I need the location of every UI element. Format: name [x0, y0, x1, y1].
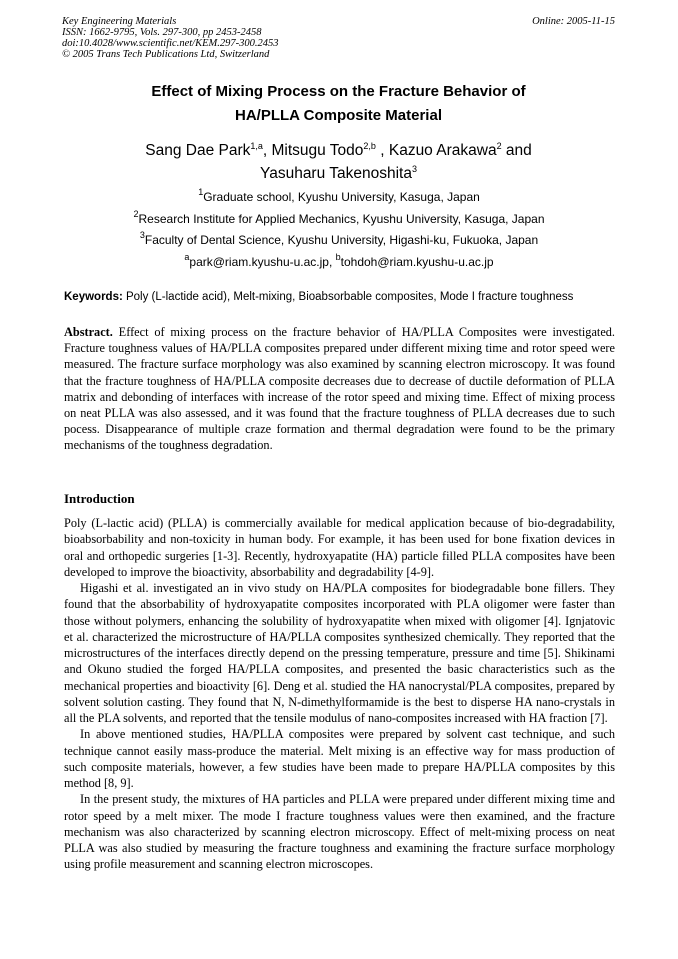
online-date: Online: 2005-11-15: [532, 16, 615, 27]
author-conjunction: and: [501, 142, 532, 159]
affiliation-superscript: 3: [139, 230, 145, 240]
email-superscript: a: [184, 251, 190, 262]
author-superscript: 2: [496, 141, 502, 151]
author-name: Yasuharu Takenoshita: [260, 165, 412, 182]
email-superscript: b: [335, 251, 341, 262]
paragraph: In above mentioned studies, HA/PLLA composites were prepared by solvent cast technique, and such technique cannot easily mass-produce the material. Melt mixing is an effective way for mass production of such composite materials, however, a few studies have been made to prepare HA/PLLA composites by this method [8, 9].: [64, 727, 615, 790]
email-address: park@riam.kyushu-u.ac.jp,: [189, 254, 336, 269]
introduction-body: [64, 515, 615, 873]
author-superscript: 3: [411, 164, 417, 174]
abstract: [64, 324, 615, 454]
author-list: [62, 139, 615, 185]
copyright-line: © 2005 Trans Tech Publications Ltd, Switzerland: [62, 49, 270, 60]
abstract-text: Effect of mixing process on the fracture behavior of HA/PLLA Composites were investigated. Fracture toughness values of HA/PLLA composites prepared under different mixing time and rotor speed were measured. The fracture surface morphology was also examined by scanning electron microscopy. It was found that the fracture toughness of HA/PLLA composite decreases due to decrease of ductile deformation of PLLA matrix and debonding of interfaces with increase of the rotor speed and mixing time. Effect of mixing process on neat PLLA was also assessed, and it was found that the fracture toughness of PLLA decreases due to such pocess. Disappearance of multiple craze formation and thermal degradation were found to be the primary mechanisms of the toughness degradation.: [64, 325, 615, 453]
affiliation-superscript: 1: [198, 187, 204, 197]
author-superscript: 2,b: [363, 141, 376, 151]
affiliation-1: [40, 187, 638, 209]
journal-name: Key Engineering Materials: [62, 16, 177, 27]
affiliation-text: Faculty of Dental Science, Kyushu University, Higashi-ku, Fukuoka, Japan: [144, 233, 539, 247]
affiliations: [40, 187, 638, 273]
email-address: tohdoh@riam.kyushu-u.ac.jp: [340, 254, 494, 269]
issn-line: ISSN: 1662-9795, Vols. 297-300, pp 2453-2458: [62, 27, 262, 38]
email-line: [40, 252, 638, 274]
author-name: Sang Dae Park: [145, 142, 251, 159]
doi-line: doi:10.4028/www.scientific.net/KEM.297-300.2453: [62, 38, 279, 49]
abstract-label: Abstract.: [64, 325, 113, 339]
author-line-1: [62, 139, 615, 162]
paragraph: Poly (L-lactic acid) (PLLA) is commercially available for medical application because of bio-degradability, bioabsorbability and non-toxicity in human body. For example, it has been used for bone fixation devices in oral and orthopedic surgeries [1-3]. Recently, hydroxyapatite (HA) particle filled PLLA composites have been developed to improve the bioactivity, absorbability and degradability [4-9].: [64, 516, 615, 579]
keywords: [64, 290, 624, 304]
keywords-text: Poly (L-lactide acid), Melt-mixing, Bioabsorbable composites, Mode I fracture toughness: [122, 291, 574, 303]
affiliation-3: [40, 230, 638, 252]
keywords-label: Keywords:: [64, 291, 123, 303]
title-line-2: HA/PLLA Composite Material: [235, 107, 442, 124]
author-name: , Mitsugu Todo: [262, 142, 364, 159]
title-line-1: Effect of Mixing Process on the Fracture Behavior of: [151, 83, 526, 100]
affiliation-superscript: 2: [133, 208, 139, 219]
affiliation-2: [40, 209, 638, 231]
affiliation-text: Graduate school, Kyushu University, Kasuga, Japan: [203, 190, 480, 204]
section-heading-introduction: Introduction: [64, 491, 135, 506]
author-line-2: [62, 162, 615, 185]
author-superscript: 1,a: [250, 141, 263, 151]
paragraph: Higashi et al. investigated an in vivo study on HA/PLA composites for biodegradable bone fillers. They found that the absorbability of hydroxyapatite composites incorporated with PLA oligomer were faster than those without polymers, enhancing the solubility of hydroxyapatite when mixed with oligomer [4]. Ignjatovic et al. characterized the microstructure of HA/PLLA composites synthesized chemically. They reported that the microstructures of the interfaces directly depend on the pressing temperature, pressure and time [5]. Shikinami and Okuno studied the forged HA/PLLA composites, and presented the basic characteristics such as the mechanical properties and bioactivity [6]. Deng et al. studied the HA nanocrystal/PLA composites, prepared by solvent solution casting. They found that N, N-dimethylformamide is the best to disperse HA nano-crystals in all the PLA solvents, and reported that the tensile modulus of nano-composites increased with HA fraction [7].: [64, 581, 615, 725]
journal-header: [62, 16, 615, 60]
author-name: , Kazuo Arakawa: [375, 142, 497, 159]
paragraph: In the present study, the mixtures of HA particles and PLLA were prepared under different mixing time and rotor speed by a melt mixer. The mode I fracture toughness values were then examined, and the fracture mechanism was also characterized by scanning electron microscopy. Effect of melt-mixing process on neat PLLA was also studied by measuring the fracture toughness and examining the fracture surface morphology using profile measurement and scanning electron microscopes.: [64, 792, 615, 872]
paper-title: [62, 80, 615, 128]
affiliation-text: Research Institute for Applied Mechanics, Kyushu University, Kasuga, Japan: [138, 211, 545, 226]
